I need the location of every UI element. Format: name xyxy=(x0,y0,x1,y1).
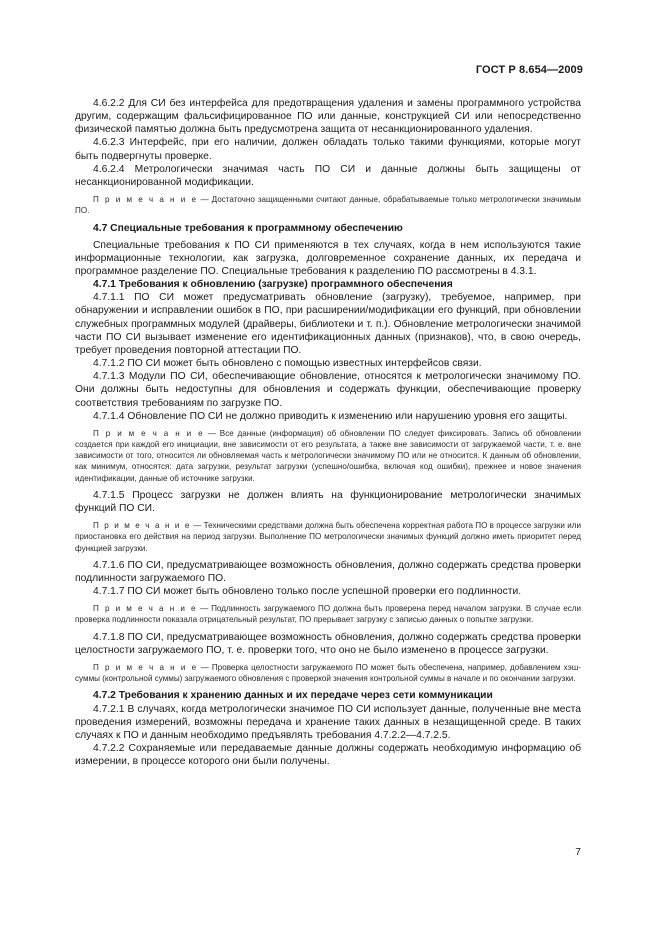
note xyxy=(75,194,581,216)
paragraph: 4.7.1.7 ПО СИ может быть обновлено только после успешной проверки его подлинности. xyxy=(93,586,522,598)
paragraph: 4.7.1.4 Обновление ПО СИ не должно приводить к изменению или нарушению уровня его защиты. xyxy=(93,410,568,422)
note xyxy=(75,428,581,484)
paragraph: 4.7.1.3 Модули ПО СИ, обеспечивающие обновление, относятся к метрологически значимому ПО. Они должны быть недоступны для обновления и содержать функции, обеспечивающие проверку соответствия требованиям по загрузке ПО. xyxy=(75,371,581,409)
document-body xyxy=(75,97,581,768)
paragraph: 4.7.1.1 ПО СИ может предусматривать обновление (загрузку), требуемое, например, при обнаружении и исправлении ошибок в ПО, при расширении/модификации его функций, при обновлении служебных программных модулей (драйверы, библиотеки и т. п.). Обновление метрологически значимой части ПО СИ вызывает изменение его идентификационных данных (признаков), что, в свою очередь, требует проведения повторной аттестации ПО. xyxy=(75,292,581,356)
note-label: П р и м е ч а н и е xyxy=(93,428,205,438)
subsection-heading: 4.7.1 Требования к обновлению (загрузке) программного обеспечения xyxy=(93,279,453,291)
note-label: П р и м е ч а н и е xyxy=(93,195,198,205)
note-text: — Подлинность загружаемого ПО должна быть проверена перед началом загрузки. В случае если проверка подлинности показала отрицательный результат, ПО прерывает загрузку с записью данных о попытке загрузки. xyxy=(75,604,581,625)
paragraph: 4.7.1.6 ПО СИ, предусматривающее возможность обновления, должно содержать средства проверки подлинности загружаемого ПО. xyxy=(75,559,581,584)
note-text: — Все данные (информация) об обновлении ПО следует фиксировать. Запись об обновлении создается при каждой его инициации, вне зависимости от его результата, а также вне зависимости от загружаемой части, т. е. вне зависимости от того, относится ли обновляемая часть к метрологически значимому ПО или не относится. К данным об обновлении, как минимум, относятся: дата загрузки, результат загрузки (успешно/ошибка, включая код ошибки), прежнее и новое значения идентификации, данные об источнике загрузки. xyxy=(75,428,581,483)
paragraph: 4.6.2.2 Для СИ без интерфейса для предотвращения удаления и замены программного устройства другим, содержащим фальсифицированное ПО или данные, конструкцией СИ или непосредственно физической памятью должна быть предусмотрена защита от несанкционированного удаления. xyxy=(75,98,581,136)
note-label: П р и м е ч а н и е xyxy=(93,662,198,672)
note xyxy=(75,662,581,684)
subsection-heading: 4.7.2 Требования к хранению данных и их передаче через сети коммуникации xyxy=(93,690,493,702)
paragraph: 4.7.1.8 ПО СИ, предусматривающее возможность обновления, должно содержать средства проверки целостности загружаемого ПО, т. е. проверки того, что оно не было изменено в процессе загрузки. xyxy=(75,631,581,656)
paragraph: Специальные требования к ПО СИ применяются в тех случаях, когда в нем используются такие информационные технологии, как загрузка, долговременное сохранение данных, их передача и программное разделение ПО. Специальные требования к разделению ПО рассмотрены в 4.3.1. xyxy=(75,239,581,277)
note-label: П р и м е ч а н и е xyxy=(93,521,191,531)
note-text: — Техническими средствами должна быть обеспечена корректная работа ПО в процессе загрузки или приостановка его действия на период загрузки. Выполнение ПО метрологически значимых функций должно иметь приоритет перед функцией загрузки. xyxy=(75,521,581,553)
document-id-header: ГОСТ Р 8.654—2009 xyxy=(475,64,583,76)
section-heading: 4.7 Специальные требования к программному обеспечению xyxy=(93,222,403,234)
paragraph: 4.7.1.5 Процесс загрузки не должен влиять на функционирование метрологически значимых функций ПО СИ. xyxy=(75,489,581,515)
paragraph: 4.7.2.1 В случаях, когда метрологически значимое ПО СИ использует данные, полученные вне места проведения измерений, возможны передача и хранение таких данных в незащищенной среде. В таких случаях к ПО и данным необходимо предъявлять требования 4.7.2.2—4.7.2.5. xyxy=(75,703,581,741)
page-number: 7 xyxy=(575,847,581,858)
note-label: П р и м е ч а н и е xyxy=(93,604,198,614)
paragraph: 4.6.2.3 Интерфейс, при его наличии, должен обладать только такими функциями, которые могут быть подвергнуты проверке. xyxy=(75,137,581,162)
paragraph: 4.7.2.2 Сохраняемые или передаваемые данные должны содержать необходимую информацию об измерении, в процессе которого они были получены. xyxy=(75,743,581,768)
paragraph: 4.6.2.4 Метрологически значимая часть ПО СИ и данные должны быть защищены от несанкционированной модификации. xyxy=(75,163,581,188)
note xyxy=(75,520,581,554)
note-text: — Проверка целостности загружаемого ПО может быть обеспечена, например, добавлением хэш-суммы (контрольной суммы) загружаемого обновления с проверкой значения контрольной суммы в начале и по окончании загрузки. xyxy=(75,662,581,684)
note-text: — Достаточно защищенными считают данные, обрабатываемые только метрологически значимым ПО. xyxy=(75,195,581,216)
note xyxy=(75,603,581,625)
paragraph: 4.7.1.2 ПО СИ может быть обновлено с помощью известных интерфейсов связи. xyxy=(93,358,482,370)
